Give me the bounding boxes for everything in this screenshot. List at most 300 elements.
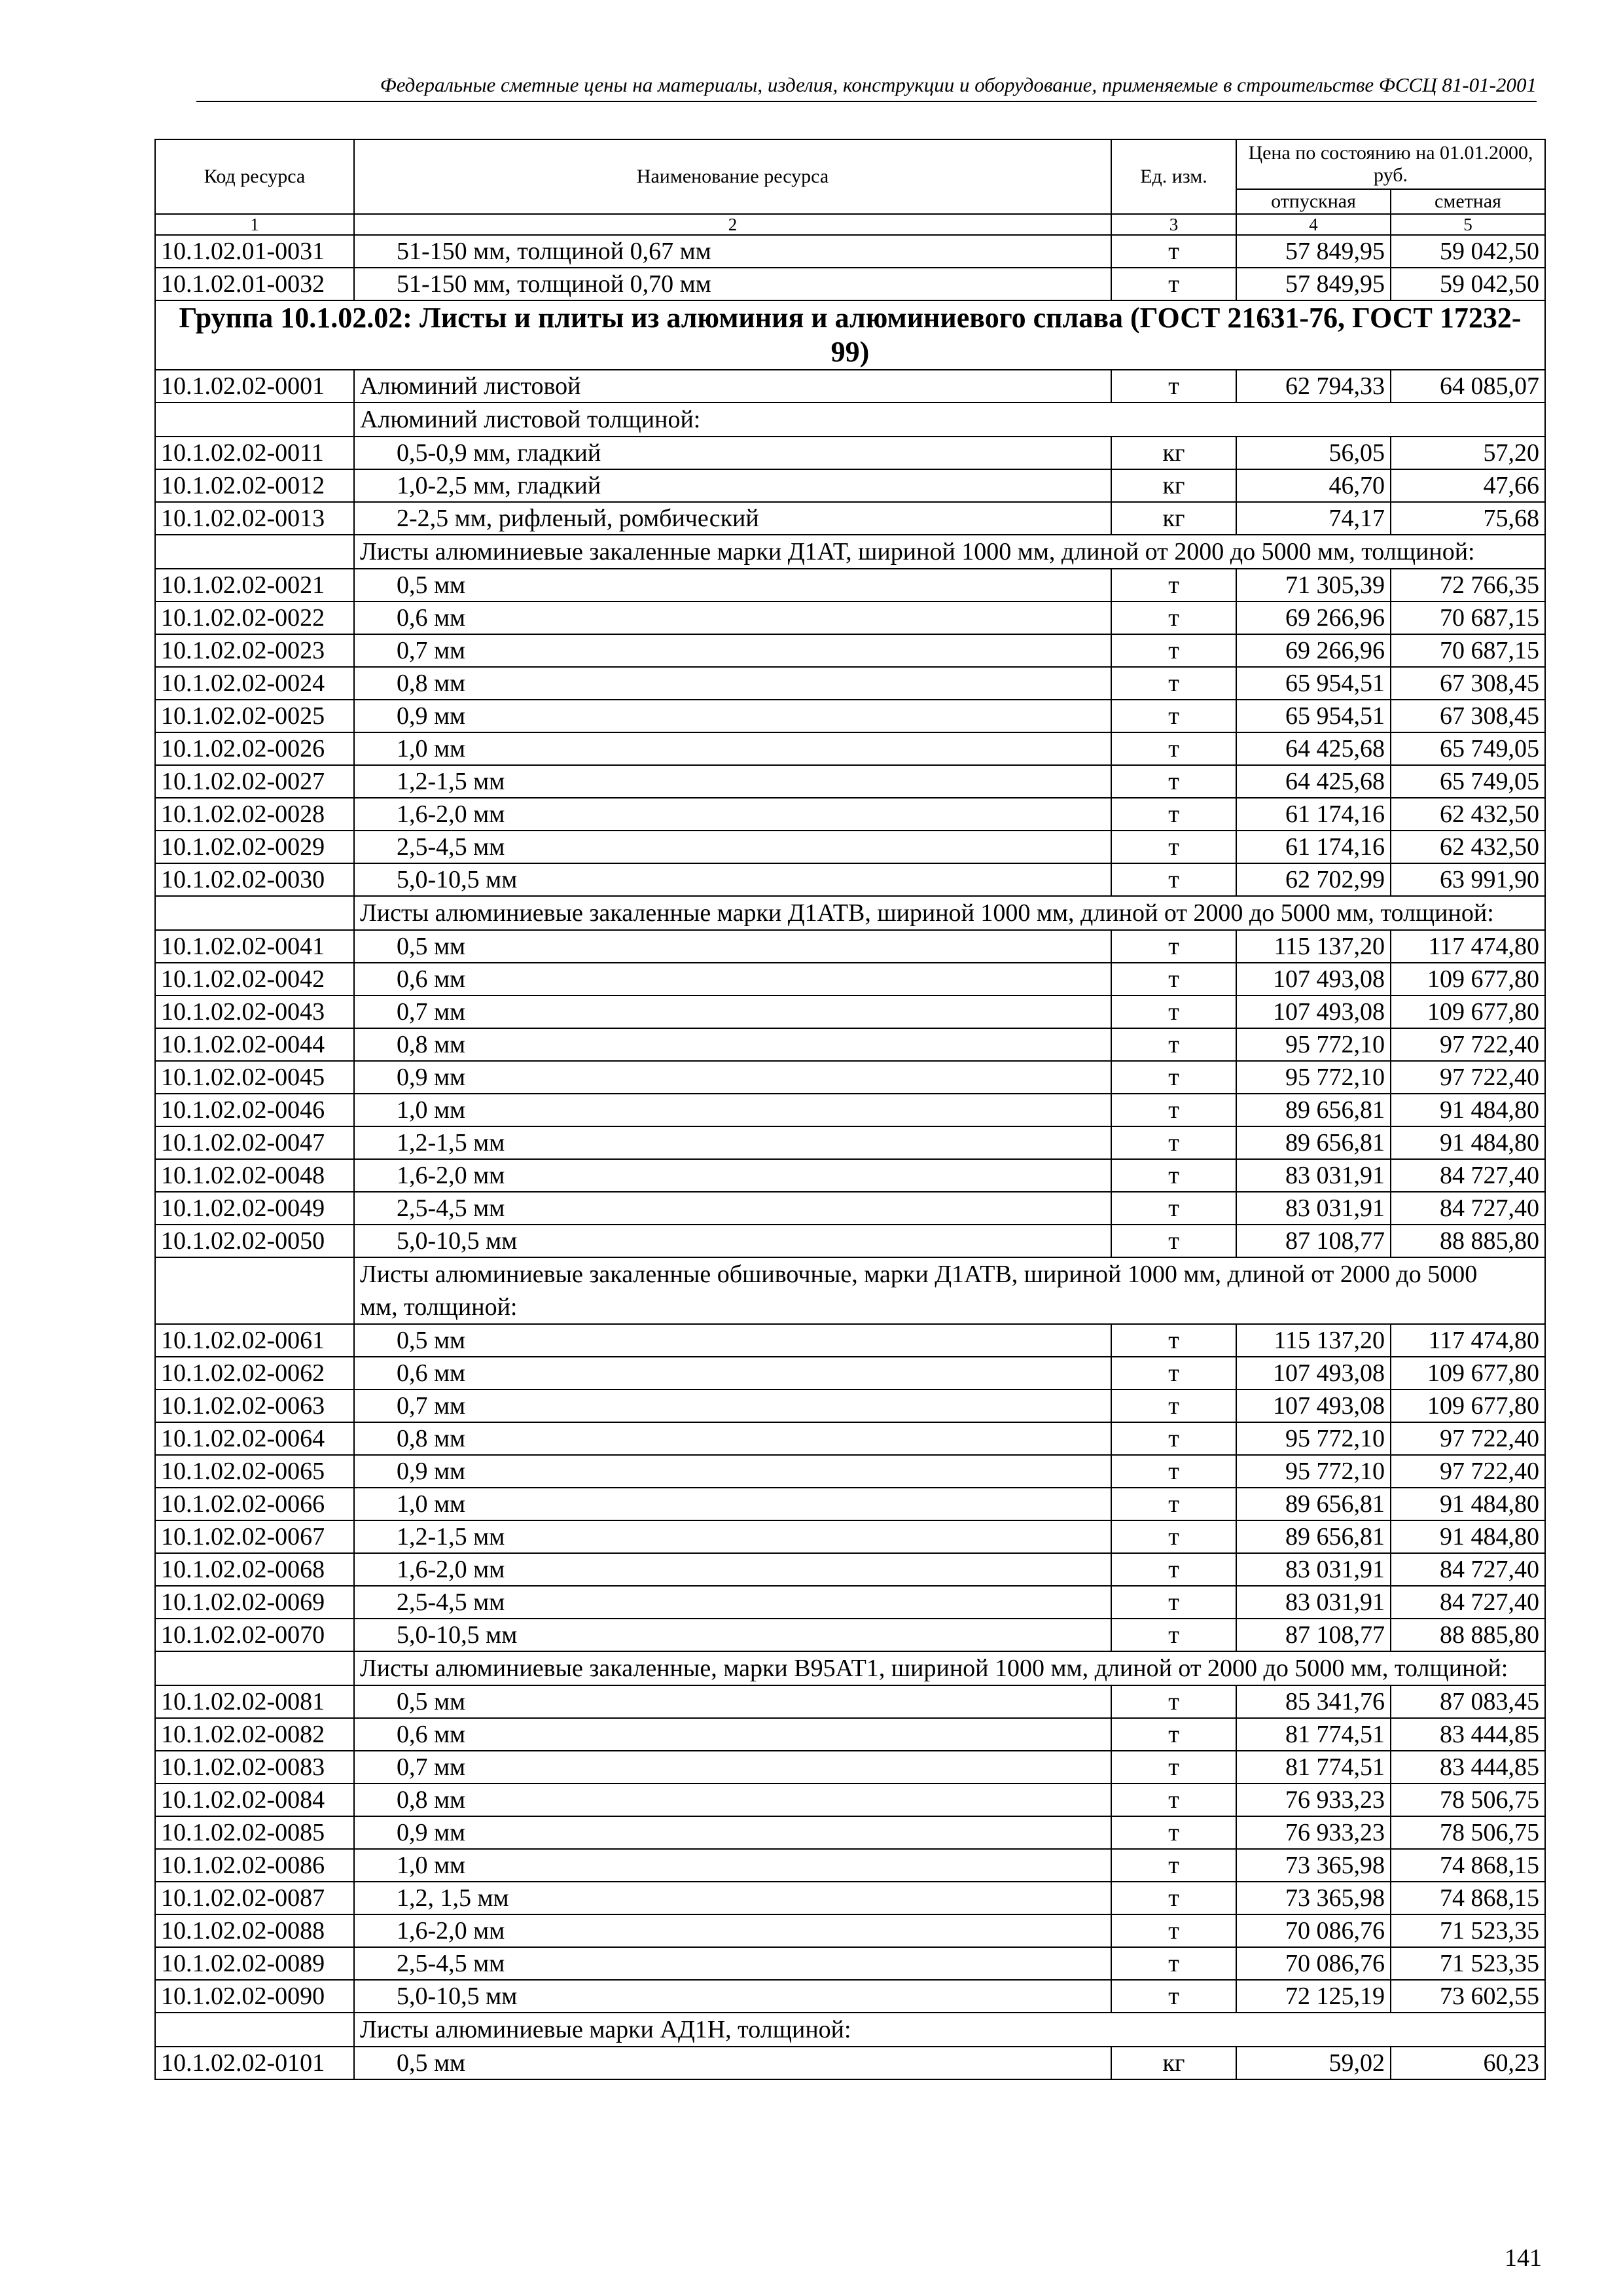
resource-name-cell: 1,2-1,5 мм: [354, 1126, 1111, 1159]
unit-cell: т: [1111, 667, 1236, 700]
empty-cell: [155, 403, 354, 437]
release-price-cell: 89 656,81: [1236, 1126, 1391, 1159]
resource-code-cell: 10.1.02.02-0089: [155, 1947, 354, 1980]
table-row: [155, 601, 1545, 634]
estimate-price-cell: 91 484,80: [1391, 1094, 1545, 1126]
release-price-cell: 46,70: [1236, 469, 1391, 502]
resource-name-cell: 51-150 мм, толщиной 0,67 мм: [354, 235, 1111, 268]
estimate-price-cell: 91 484,80: [1391, 1520, 1545, 1553]
release-price-cell: 70 086,76: [1236, 1914, 1391, 1947]
resource-name-cell: 51-150 мм, толщиной 0,70 мм: [354, 268, 1111, 300]
resource-code-cell: 10.1.02.02-0012: [155, 469, 354, 502]
estimate-price-cell: 117 474,80: [1391, 930, 1545, 963]
resource-name-cell: 1,2, 1,5 мм: [354, 1882, 1111, 1914]
resource-code-cell: 10.1.02.02-0022: [155, 601, 354, 634]
resource-name-cell: 0,5 мм: [354, 930, 1111, 963]
estimate-price-cell: 74 868,15: [1391, 1882, 1545, 1914]
table-row: [155, 1751, 1545, 1784]
table-row: [155, 1357, 1545, 1390]
resource-code-cell: 10.1.02.02-0046: [155, 1094, 354, 1126]
running-header: Федеральные сметные цены на материалы, изделия, конструкции и оборудование, применяемые в строительстве ФССЦ 81-01-2001: [196, 73, 1537, 102]
subheading-row: [155, 1651, 1545, 1685]
release-price-cell: 65 954,51: [1236, 700, 1391, 732]
estimate-price-cell: 62 432,50: [1391, 798, 1545, 831]
table-row: [155, 469, 1545, 502]
resource-name-cell: 0,7 мм: [354, 1751, 1111, 1784]
unit-cell: т: [1111, 634, 1236, 667]
unit-cell: т: [1111, 1357, 1236, 1390]
subheading-text: Листы алюминиевые марки АД1Н, толщиной:: [354, 2013, 1545, 2047]
resource-name-cell: 2-2,5 мм, рифленый, ромбический: [354, 502, 1111, 535]
resource-code-cell: 10.1.02.02-0001: [155, 370, 354, 403]
resource-code-cell: 10.1.02.02-0011: [155, 437, 354, 469]
unit-cell: т: [1111, 930, 1236, 963]
empty-cell: [155, 896, 354, 930]
table-row: [155, 1553, 1545, 1586]
resource-code-cell: 10.1.02.02-0024: [155, 667, 354, 700]
release-price-cell: 72 125,19: [1236, 1980, 1391, 2013]
estimate-price-cell: 73 602,55: [1391, 1980, 1545, 2013]
estimate-price-cell: 88 885,80: [1391, 1225, 1545, 1257]
col-number: 2: [354, 214, 1111, 235]
table-row: [155, 1816, 1545, 1849]
resource-code-cell: 10.1.02.02-0083: [155, 1751, 354, 1784]
resource-name-cell: 0,6 мм: [354, 1718, 1111, 1751]
price-table: [154, 139, 1546, 2080]
resource-name-cell: 0,6 мм: [354, 963, 1111, 996]
estimate-price-cell: 91 484,80: [1391, 1126, 1545, 1159]
resource-name-cell: 2,5-4,5 мм: [354, 831, 1111, 863]
subheading-row: [155, 1257, 1545, 1324]
resource-code-cell: 10.1.02.02-0067: [155, 1520, 354, 1553]
resource-code-cell: 10.1.02.02-0048: [155, 1159, 354, 1192]
estimate-price-cell: 84 727,40: [1391, 1553, 1545, 1586]
col-header-code: Код ресурса: [155, 139, 354, 214]
release-price-cell: 62 702,99: [1236, 863, 1391, 896]
resource-code-cell: 10.1.02.02-0047: [155, 1126, 354, 1159]
release-price-cell: 57 849,95: [1236, 268, 1391, 300]
resource-name-cell: 0,5 мм: [354, 1324, 1111, 1357]
resource-code-cell: 10.1.02.01-0032: [155, 268, 354, 300]
resource-code-cell: 10.1.02.02-0086: [155, 1849, 354, 1882]
resource-name-cell: 0,8 мм: [354, 1422, 1111, 1455]
release-price-cell: 62 794,33: [1236, 370, 1391, 403]
resource-code-cell: 10.1.02.02-0050: [155, 1225, 354, 1257]
table-row: [155, 2047, 1545, 2079]
resource-name-cell: 1,0 мм: [354, 732, 1111, 765]
resource-name-cell: 5,0-10,5 мм: [354, 1619, 1111, 1651]
table-row: [155, 268, 1545, 300]
estimate-price-cell: 75,68: [1391, 502, 1545, 535]
table-body: [155, 235, 1545, 2079]
table-row: [155, 1914, 1545, 1947]
resource-name-cell: 0,6 мм: [354, 1357, 1111, 1390]
resource-name-cell: 0,7 мм: [354, 996, 1111, 1028]
table-row: [155, 437, 1545, 469]
estimate-price-cell: 62 432,50: [1391, 831, 1545, 863]
resource-code-cell: 10.1.02.02-0027: [155, 765, 354, 798]
release-price-cell: 76 933,23: [1236, 1784, 1391, 1816]
resource-name-cell: 0,5-0,9 мм, гладкий: [354, 437, 1111, 469]
estimate-price-cell: 87 083,45: [1391, 1685, 1545, 1718]
resource-name-cell: 0,7 мм: [354, 634, 1111, 667]
unit-cell: т: [1111, 1126, 1236, 1159]
resource-name-cell: 1,0-2,5 мм, гладкий: [354, 469, 1111, 502]
release-price-cell: 87 108,77: [1236, 1619, 1391, 1651]
resource-name-cell: 0,9 мм: [354, 1061, 1111, 1094]
unit-cell: кг: [1111, 437, 1236, 469]
page-number: 141: [1505, 2244, 1542, 2272]
unit-cell: т: [1111, 1422, 1236, 1455]
resource-code-cell: 10.1.02.02-0013: [155, 502, 354, 535]
unit-cell: т: [1111, 1390, 1236, 1422]
release-price-cell: 76 933,23: [1236, 1816, 1391, 1849]
unit-cell: т: [1111, 863, 1236, 896]
unit-cell: т: [1111, 1816, 1236, 1849]
unit-cell: т: [1111, 1619, 1236, 1651]
unit-cell: т: [1111, 268, 1236, 300]
unit-cell: т: [1111, 732, 1236, 765]
estimate-price-cell: 83 444,85: [1391, 1751, 1545, 1784]
empty-cell: [155, 1257, 354, 1324]
resource-code-cell: 10.1.02.02-0030: [155, 863, 354, 896]
estimate-price-cell: 88 885,80: [1391, 1619, 1545, 1651]
unit-cell: т: [1111, 235, 1236, 268]
table-row: [155, 831, 1545, 863]
unit-cell: т: [1111, 1324, 1236, 1357]
resource-name-cell: 2,5-4,5 мм: [354, 1192, 1111, 1225]
release-price-cell: 61 174,16: [1236, 831, 1391, 863]
resource-code-cell: 10.1.02.02-0082: [155, 1718, 354, 1751]
table-row: [155, 963, 1545, 996]
resource-code-cell: 10.1.02.02-0042: [155, 963, 354, 996]
resource-code-cell: 10.1.02.02-0063: [155, 1390, 354, 1422]
resource-name-cell: 1,2-1,5 мм: [354, 765, 1111, 798]
resource-code-cell: 10.1.02.02-0069: [155, 1586, 354, 1619]
resource-name-cell: 5,0-10,5 мм: [354, 863, 1111, 896]
resource-name-cell: Алюминий листовой: [354, 370, 1111, 403]
subheading-text: Листы алюминиевые закаленные марки Д1АТ, шириной 1000 мм, длиной от 2000 до 5000 мм, толщиной:: [354, 535, 1545, 569]
resource-name-cell: 0,9 мм: [354, 1455, 1111, 1488]
unit-cell: т: [1111, 1192, 1236, 1225]
release-price-cell: 56,05: [1236, 437, 1391, 469]
resource-name-cell: 1,0 мм: [354, 1488, 1111, 1520]
table-row: [155, 1586, 1545, 1619]
unit-cell: т: [1111, 1028, 1236, 1061]
release-price-cell: 69 266,96: [1236, 634, 1391, 667]
resource-name-cell: 0,7 мм: [354, 1390, 1111, 1422]
release-price-cell: 107 493,08: [1236, 996, 1391, 1028]
group-title: Группа 10.1.02.02: Листы и плиты из алюминия и алюминиевого сплава (ГОСТ 21631-76, ГОСТ 17232-99): [155, 300, 1545, 370]
estimate-price-cell: 91 484,80: [1391, 1488, 1545, 1520]
release-price-cell: 87 108,77: [1236, 1225, 1391, 1257]
estimate-price-cell: 60,23: [1391, 2047, 1545, 2079]
resource-code-cell: 10.1.02.02-0025: [155, 700, 354, 732]
estimate-price-cell: 57,20: [1391, 437, 1545, 469]
resource-name-cell: 0,5 мм: [354, 2047, 1111, 2079]
unit-cell: т: [1111, 601, 1236, 634]
resource-code-cell: 10.1.02.02-0087: [155, 1882, 354, 1914]
resource-name-cell: 5,0-10,5 мм: [354, 1980, 1111, 2013]
release-price-cell: 64 425,68: [1236, 765, 1391, 798]
release-price-cell: 95 772,10: [1236, 1455, 1391, 1488]
resource-name-cell: 1,0 мм: [354, 1849, 1111, 1882]
table-row: [155, 569, 1545, 601]
group-heading-row: [155, 300, 1545, 370]
release-price-cell: 107 493,08: [1236, 963, 1391, 996]
estimate-price-cell: 84 727,40: [1391, 1159, 1545, 1192]
unit-cell: т: [1111, 1685, 1236, 1718]
estimate-price-cell: 84 727,40: [1391, 1192, 1545, 1225]
table-row: [155, 667, 1545, 700]
empty-cell: [155, 535, 354, 569]
estimate-price-cell: 117 474,80: [1391, 1324, 1545, 1357]
subheading-text: Листы алюминиевые закаленные марки Д1АТВ, шириной 1000 мм, длиной от 2000 до 5000 мм, толщиной:: [354, 896, 1545, 930]
table-row: [155, 996, 1545, 1028]
table-row: [155, 1685, 1545, 1718]
resource-code-cell: 10.1.02.02-0062: [155, 1357, 354, 1390]
release-price-cell: 65 954,51: [1236, 667, 1391, 700]
table-row: [155, 1784, 1545, 1816]
resource-name-cell: 0,8 мм: [354, 1028, 1111, 1061]
release-price-cell: 70 086,76: [1236, 1947, 1391, 1980]
estimate-price-cell: 78 506,75: [1391, 1816, 1545, 1849]
table-row: [155, 732, 1545, 765]
estimate-price-cell: 63 991,90: [1391, 863, 1545, 896]
subheading-text: Алюминий листовой толщиной:: [354, 403, 1545, 437]
release-price-cell: 57 849,95: [1236, 235, 1391, 268]
release-price-cell: 83 031,91: [1236, 1586, 1391, 1619]
unit-cell: т: [1111, 831, 1236, 863]
table-row: [155, 1947, 1545, 1980]
resource-name-cell: 1,2-1,5 мм: [354, 1520, 1111, 1553]
resource-name-cell: 1,6-2,0 мм: [354, 1159, 1111, 1192]
resource-name-cell: 2,5-4,5 мм: [354, 1586, 1111, 1619]
resource-code-cell: 10.1.02.02-0085: [155, 1816, 354, 1849]
unit-cell: кг: [1111, 502, 1236, 535]
col-header-unit: Ед. изм.: [1111, 139, 1236, 214]
release-price-cell: 115 137,20: [1236, 1324, 1391, 1357]
resource-code-cell: 10.1.02.02-0081: [155, 1685, 354, 1718]
estimate-price-cell: 72 766,35: [1391, 569, 1545, 601]
release-price-cell: 81 774,51: [1236, 1718, 1391, 1751]
resource-code-cell: 10.1.02.02-0070: [155, 1619, 354, 1651]
unit-cell: т: [1111, 1553, 1236, 1586]
estimate-price-cell: 65 749,05: [1391, 732, 1545, 765]
resource-code-cell: 10.1.02.02-0045: [155, 1061, 354, 1094]
table-row: [155, 1061, 1545, 1094]
resource-code-cell: 10.1.02.02-0041: [155, 930, 354, 963]
table-row: [155, 1520, 1545, 1553]
release-price-cell: 107 493,08: [1236, 1357, 1391, 1390]
release-price-cell: 81 774,51: [1236, 1751, 1391, 1784]
estimate-price-cell: 84 727,40: [1391, 1586, 1545, 1619]
table-row: [155, 1849, 1545, 1882]
table-row: [155, 1225, 1545, 1257]
table-row: [155, 1980, 1545, 2013]
table-row: [155, 1882, 1545, 1914]
resource-name-cell: 1,6-2,0 мм: [354, 1914, 1111, 1947]
unit-cell: т: [1111, 1488, 1236, 1520]
resource-name-cell: 0,5 мм: [354, 569, 1111, 601]
resource-code-cell: 10.1.02.02-0088: [155, 1914, 354, 1947]
unit-cell: т: [1111, 1980, 1236, 2013]
unit-cell: т: [1111, 1159, 1236, 1192]
estimate-price-cell: 59 042,50: [1391, 268, 1545, 300]
resource-code-cell: 10.1.02.02-0043: [155, 996, 354, 1028]
col-number: 3: [1111, 214, 1236, 235]
subheading-row: [155, 403, 1545, 437]
release-price-cell: 95 772,10: [1236, 1061, 1391, 1094]
unit-cell: т: [1111, 1225, 1236, 1257]
unit-cell: т: [1111, 1849, 1236, 1882]
table-row: [155, 370, 1545, 403]
unit-cell: кг: [1111, 469, 1236, 502]
unit-cell: т: [1111, 1784, 1236, 1816]
empty-cell: [155, 1651, 354, 1685]
estimate-price-cell: 97 722,40: [1391, 1422, 1545, 1455]
unit-cell: т: [1111, 1094, 1236, 1126]
table-row: [155, 1192, 1545, 1225]
resource-name-cell: 0,6 мм: [354, 601, 1111, 634]
resource-name-cell: 5,0-10,5 мм: [354, 1225, 1111, 1257]
subheading-row: [155, 2013, 1545, 2047]
estimate-price-cell: 65 749,05: [1391, 765, 1545, 798]
estimate-price-cell: 70 687,15: [1391, 601, 1545, 634]
table-row: [155, 765, 1545, 798]
table-row: [155, 1159, 1545, 1192]
release-price-cell: 107 493,08: [1236, 1390, 1391, 1422]
table-row: [155, 1488, 1545, 1520]
resource-name-cell: 2,5-4,5 мм: [354, 1947, 1111, 1980]
release-price-cell: 61 174,16: [1236, 798, 1391, 831]
estimate-price-cell: 64 085,07: [1391, 370, 1545, 403]
table-row: [155, 700, 1545, 732]
subheading-row: [155, 896, 1545, 930]
estimate-price-cell: 71 523,35: [1391, 1947, 1545, 1980]
resource-code-cell: 10.1.02.02-0068: [155, 1553, 354, 1586]
resource-name-cell: 0,9 мм: [354, 700, 1111, 732]
table-row: [155, 502, 1545, 535]
subheading-text: Листы алюминиевые закаленные обшивочные, марки Д1АТВ, шириной 1000 мм, длиной от 2000 до 5000 мм, толщиной:: [354, 1257, 1545, 1324]
release-price-cell: 83 031,91: [1236, 1553, 1391, 1586]
col-number: 4: [1236, 214, 1391, 235]
release-price-cell: 83 031,91: [1236, 1159, 1391, 1192]
empty-cell: [155, 2013, 354, 2047]
resource-name-cell: 0,9 мм: [354, 1816, 1111, 1849]
resource-code-cell: 10.1.02.02-0064: [155, 1422, 354, 1455]
resource-code-cell: 10.1.02.02-0049: [155, 1192, 354, 1225]
resource-name-cell: 0,5 мм: [354, 1685, 1111, 1718]
table-row: [155, 1619, 1545, 1651]
unit-cell: т: [1111, 569, 1236, 601]
unit-cell: т: [1111, 996, 1236, 1028]
unit-cell: т: [1111, 963, 1236, 996]
resource-code-cell: 10.1.02.02-0044: [155, 1028, 354, 1061]
release-price-cell: 59,02: [1236, 2047, 1391, 2079]
estimate-price-cell: 59 042,50: [1391, 235, 1545, 268]
table-row: [155, 1422, 1545, 1455]
table-row: [155, 1094, 1545, 1126]
table-row: [155, 863, 1545, 896]
unit-cell: т: [1111, 1586, 1236, 1619]
unit-cell: т: [1111, 1455, 1236, 1488]
estimate-price-cell: 97 722,40: [1391, 1061, 1545, 1094]
unit-cell: т: [1111, 1718, 1236, 1751]
estimate-price-cell: 70 687,15: [1391, 634, 1545, 667]
release-price-cell: 64 425,68: [1236, 732, 1391, 765]
resource-code-cell: 10.1.02.02-0090: [155, 1980, 354, 2013]
estimate-price-cell: 97 722,40: [1391, 1028, 1545, 1061]
unit-cell: т: [1111, 765, 1236, 798]
estimate-price-cell: 74 868,15: [1391, 1849, 1545, 1882]
resource-code-cell: 10.1.02.02-0065: [155, 1455, 354, 1488]
unit-cell: т: [1111, 1061, 1236, 1094]
table-row: [155, 1126, 1545, 1159]
release-price-cell: 71 305,39: [1236, 569, 1391, 601]
estimate-price-cell: 78 506,75: [1391, 1784, 1545, 1816]
resource-code-cell: 10.1.02.02-0028: [155, 798, 354, 831]
estimate-price-cell: 67 308,45: [1391, 700, 1545, 732]
release-price-cell: 73 365,98: [1236, 1849, 1391, 1882]
unit-cell: т: [1111, 700, 1236, 732]
table-row: [155, 930, 1545, 963]
estimate-price-cell: 109 677,80: [1391, 996, 1545, 1028]
release-price-cell: 73 365,98: [1236, 1882, 1391, 1914]
col-number: 1: [155, 214, 354, 235]
unit-cell: кг: [1111, 2047, 1236, 2079]
resource-code-cell: 10.1.02.02-0026: [155, 732, 354, 765]
resource-name-cell: 0,8 мм: [354, 1784, 1111, 1816]
col-number: 5: [1391, 214, 1545, 235]
resource-name-cell: 1,6-2,0 мм: [354, 798, 1111, 831]
col-header-price: Цена по состоянию на 01.01.2000, руб.: [1236, 139, 1545, 189]
subheading-row: [155, 535, 1545, 569]
unit-cell: т: [1111, 798, 1236, 831]
resource-code-cell: 10.1.02.01-0031: [155, 235, 354, 268]
unit-cell: т: [1111, 1947, 1236, 1980]
resource-code-cell: 10.1.02.02-0084: [155, 1784, 354, 1816]
release-price-cell: 83 031,91: [1236, 1192, 1391, 1225]
estimate-price-cell: 71 523,35: [1391, 1914, 1545, 1947]
resource-code-cell: 10.1.02.02-0061: [155, 1324, 354, 1357]
table-row: [155, 1718, 1545, 1751]
table-row: [155, 1455, 1545, 1488]
release-price-cell: 74,17: [1236, 502, 1391, 535]
estimate-price-cell: 47,66: [1391, 469, 1545, 502]
estimate-price-cell: 67 308,45: [1391, 667, 1545, 700]
resource-name-cell: 1,0 мм: [354, 1094, 1111, 1126]
subheading-text: Листы алюминиевые закаленные, марки В95АТ1, шириной 1000 мм, длиной от 2000 до 5000 мм, толщиной:: [354, 1651, 1545, 1685]
table-row: [155, 1028, 1545, 1061]
resource-name-cell: 0,8 мм: [354, 667, 1111, 700]
release-price-cell: 115 137,20: [1236, 930, 1391, 963]
unit-cell: т: [1111, 370, 1236, 403]
release-price-cell: 89 656,81: [1236, 1488, 1391, 1520]
release-price-cell: 89 656,81: [1236, 1520, 1391, 1553]
unit-cell: т: [1111, 1520, 1236, 1553]
release-price-cell: 95 772,10: [1236, 1028, 1391, 1061]
resource-code-cell: 10.1.02.02-0023: [155, 634, 354, 667]
resource-code-cell: 10.1.02.02-0021: [155, 569, 354, 601]
resource-name-cell: 1,6-2,0 мм: [354, 1553, 1111, 1586]
unit-cell: т: [1111, 1914, 1236, 1947]
estimate-price-cell: 83 444,85: [1391, 1718, 1545, 1751]
unit-cell: т: [1111, 1751, 1236, 1784]
table-row: [155, 1390, 1545, 1422]
table-row: [155, 634, 1545, 667]
estimate-price-cell: 109 677,80: [1391, 1390, 1545, 1422]
